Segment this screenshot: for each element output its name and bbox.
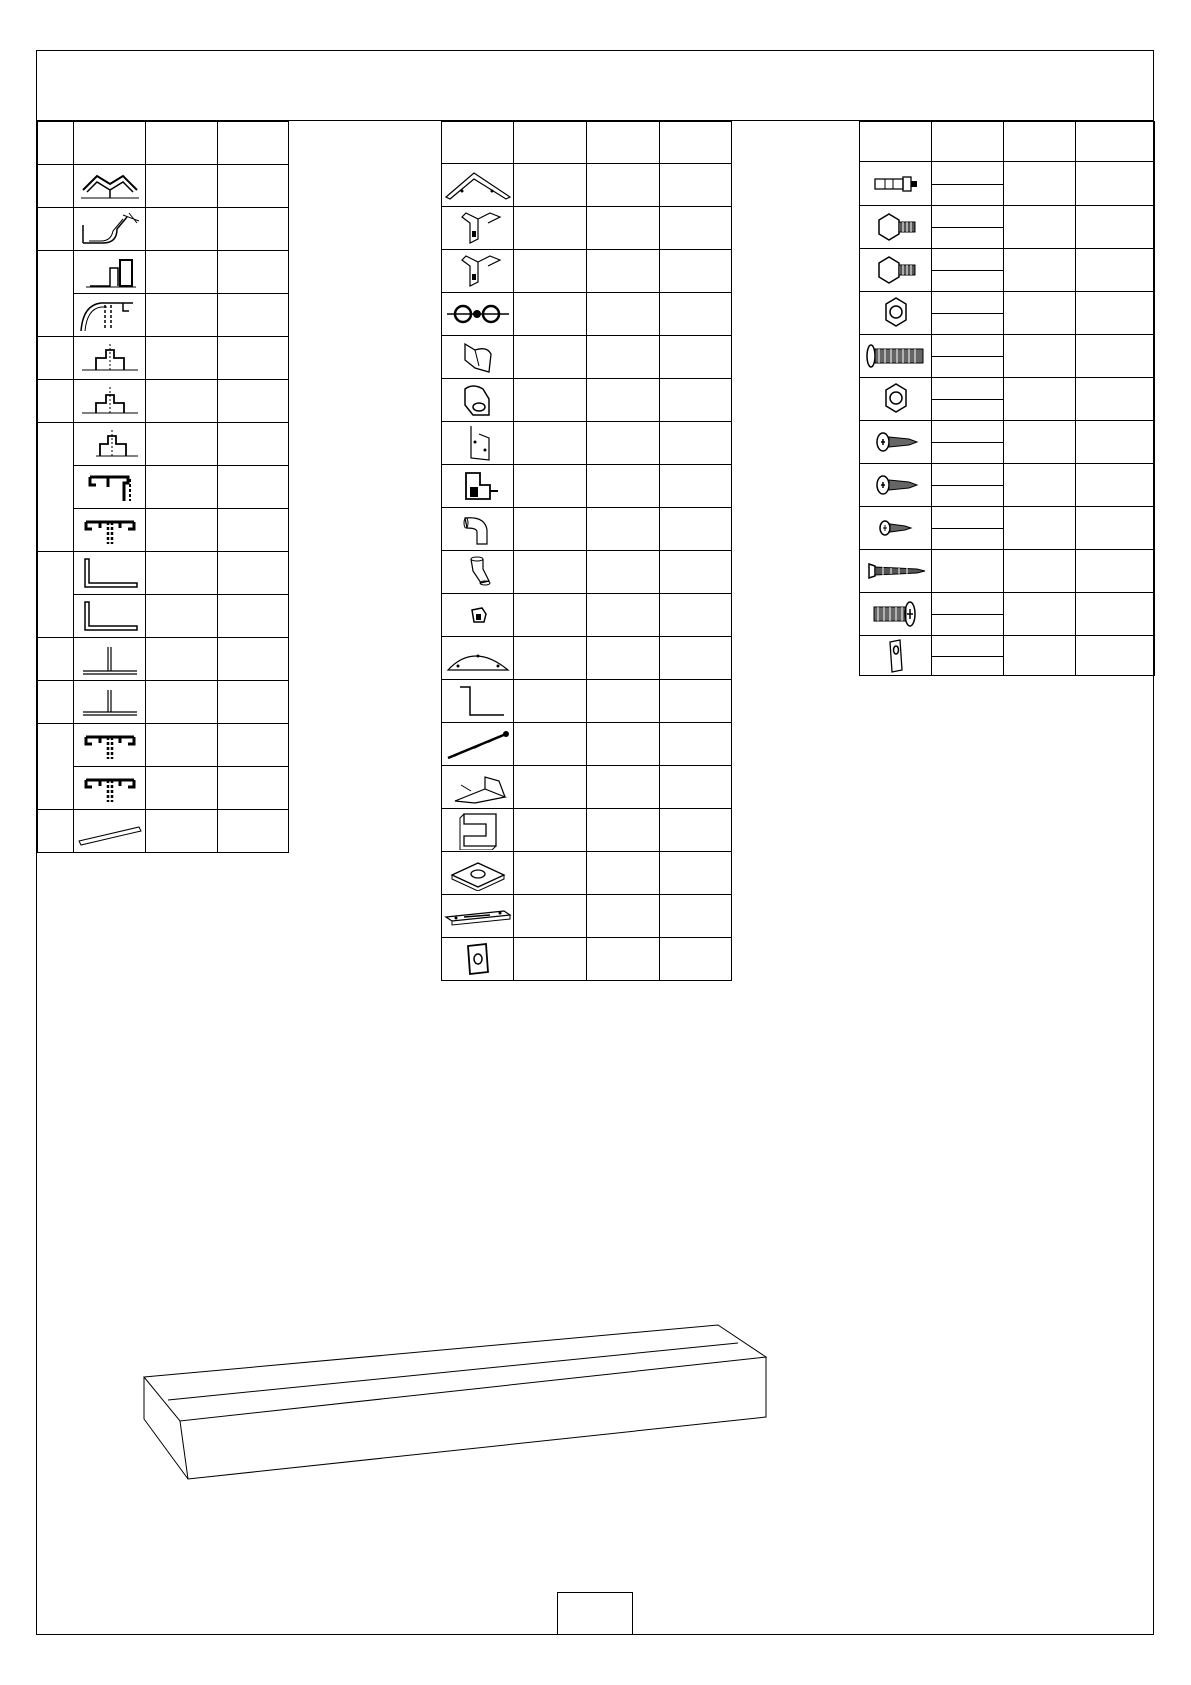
table-row [860, 249, 1155, 292]
page-number-box [557, 1592, 633, 1635]
hex-bolt-icon [860, 206, 932, 249]
part-id [38, 208, 74, 251]
table-row [442, 680, 732, 723]
hanger-bracket-icon [442, 207, 514, 250]
table-row [442, 895, 732, 938]
table-row [38, 165, 289, 208]
part-length [146, 724, 218, 767]
header-band [36, 50, 1154, 121]
wall-profile-icon [74, 251, 146, 294]
size-cell [932, 464, 1004, 507]
table-row [38, 294, 289, 337]
part-length [146, 466, 218, 509]
end-profile-icon [74, 466, 146, 509]
size-cell [932, 162, 1004, 206]
hex-nut-icon [860, 292, 932, 335]
part-length [146, 165, 218, 208]
offset-pipe-icon [442, 551, 514, 594]
part-qty [218, 208, 289, 251]
part-length [146, 767, 218, 810]
l-hook-icon [442, 680, 514, 723]
table-row [38, 509, 289, 552]
pan-head-screw-icon [860, 464, 932, 507]
header-cell-length [146, 122, 218, 165]
gutter-outlet-icon [442, 379, 514, 422]
part-id [38, 681, 74, 724]
part-qty [218, 724, 289, 767]
part-qty [218, 595, 289, 638]
top-cap-profile-icon [74, 767, 146, 810]
table-row [38, 423, 289, 466]
hex-bolt-icon [860, 249, 932, 292]
header-cell-part [442, 122, 514, 164]
part-length [146, 509, 218, 552]
table-row [442, 551, 732, 594]
long-screw-icon [860, 335, 932, 378]
table-row [442, 164, 732, 207]
table-row [860, 162, 1155, 206]
part-qty [218, 294, 289, 337]
table-row [38, 552, 289, 595]
table-row [442, 766, 732, 809]
part-id [38, 337, 74, 380]
table-row [38, 466, 289, 509]
table-row [442, 938, 732, 981]
wall-bracket-icon [442, 422, 514, 465]
part-qty [218, 767, 289, 810]
header-cell-b [1076, 122, 1155, 162]
part-qty [218, 423, 289, 466]
part-id [38, 552, 74, 638]
part-id [38, 380, 74, 423]
table-row [860, 378, 1155, 421]
wall-plug-icon [860, 593, 932, 636]
header-cell-qty [218, 122, 289, 165]
part-length [146, 337, 218, 380]
square-plate-icon [442, 938, 514, 981]
table-row [860, 550, 1155, 593]
size-cell [932, 593, 1004, 636]
elbow-pipe-icon [442, 508, 514, 551]
header-cell-no [38, 122, 74, 165]
slot-washer-icon [860, 636, 932, 676]
part-length [146, 595, 218, 638]
size-cell [932, 378, 1004, 421]
table-row [442, 422, 732, 465]
table-header-row [442, 122, 732, 164]
rod-with-plate-icon [442, 723, 514, 766]
small-screw-icon [860, 507, 932, 550]
hex-nut-icon [860, 378, 932, 421]
top-cap-profile-icon [74, 724, 146, 767]
table-row [860, 636, 1155, 676]
part-length [146, 423, 218, 466]
part-length [146, 251, 218, 294]
part-id [38, 638, 74, 681]
table-row [860, 507, 1155, 550]
table-row [38, 810, 289, 853]
part-id [38, 165, 74, 208]
package-box-icon [130, 1315, 770, 1485]
size-cell [932, 335, 1004, 378]
part-qty [218, 509, 289, 552]
size-cell [932, 292, 1004, 335]
table-row [860, 464, 1155, 507]
header-cell-a [514, 122, 587, 164]
countersunk-screw-icon [860, 550, 932, 593]
accessories-table [441, 121, 732, 981]
table-row [442, 293, 732, 336]
table-row [38, 767, 289, 810]
table-row [442, 250, 732, 293]
clamp-bracket-icon [442, 465, 514, 508]
anchor-bolt-icon [860, 162, 932, 206]
part-qty [218, 251, 289, 294]
table-row [38, 380, 289, 423]
fasteners-table [859, 121, 1155, 676]
table-row [860, 206, 1155, 249]
table-row [38, 337, 289, 380]
part-id [38, 724, 74, 810]
table-row [442, 637, 732, 680]
size-cell [932, 507, 1004, 550]
part-length [146, 294, 218, 337]
part-id [38, 810, 74, 853]
clip-profile-icon [74, 294, 146, 337]
gutter-end-cap-icon [442, 336, 514, 379]
u-channel-icon [442, 809, 514, 852]
glazing-bar-icon [74, 423, 146, 466]
chain-connector-icon [442, 293, 514, 336]
table-row [38, 724, 289, 767]
header-cell-c [660, 122, 732, 164]
washer-plate-icon [442, 852, 514, 895]
table-row [442, 508, 732, 551]
part-length [146, 208, 218, 251]
part-length [146, 681, 218, 724]
rod-icon [74, 810, 146, 853]
table-row [38, 208, 289, 251]
part-qty [218, 337, 289, 380]
t-profile-icon [74, 681, 146, 724]
profiles-table [37, 121, 289, 853]
part-length [146, 552, 218, 595]
table-row [38, 251, 289, 294]
size-cell [932, 206, 1004, 249]
angle-profile-icon [74, 552, 146, 595]
table-row [442, 809, 732, 852]
table-row [38, 681, 289, 724]
small-clip-icon [442, 594, 514, 637]
part-length [146, 380, 218, 423]
pan-head-screw-icon [860, 421, 932, 464]
part-qty [218, 165, 289, 208]
t-profile-icon [74, 638, 146, 681]
glazing-bar-icon [74, 337, 146, 380]
table-row [442, 723, 732, 766]
angle-bracket-icon [442, 766, 514, 809]
table-header-row [860, 122, 1155, 162]
table-row [860, 292, 1155, 335]
table-row [860, 335, 1155, 378]
header-cell-b [587, 122, 660, 164]
table-row [442, 465, 732, 508]
table-row [860, 593, 1155, 636]
part-qty [218, 466, 289, 509]
part-qty [218, 810, 289, 853]
header-cell-part [860, 122, 932, 162]
table-header-row [38, 122, 289, 165]
glazing-bar-icon [74, 380, 146, 423]
angle-profile-icon [74, 595, 146, 638]
table-row [442, 336, 732, 379]
part-length [146, 638, 218, 681]
table-row [442, 207, 732, 250]
size-cell [932, 550, 1004, 593]
part-length [146, 810, 218, 853]
header-cell-part [74, 122, 146, 165]
table-row [442, 594, 732, 637]
part-id [38, 423, 74, 552]
corner-profile-icon [74, 165, 146, 208]
table-row [860, 421, 1155, 464]
part-id [38, 251, 74, 337]
table-row [442, 852, 732, 895]
flat-strip-icon [442, 895, 514, 938]
table-row [38, 595, 289, 638]
part-qty [218, 638, 289, 681]
header-cell-size [932, 122, 1004, 162]
table-row [38, 638, 289, 681]
size-cell [932, 249, 1004, 292]
size-cell [932, 636, 1004, 676]
hanger-bracket-icon [442, 250, 514, 293]
ridge-bracket-icon [442, 164, 514, 207]
part-qty [218, 552, 289, 595]
gutter-corner-icon [74, 208, 146, 251]
triangle-plate-icon [442, 637, 514, 680]
part-qty [218, 380, 289, 423]
table-row [442, 379, 732, 422]
part-qty [218, 681, 289, 724]
header-cell-a [1004, 122, 1076, 162]
top-cap-profile-icon [74, 509, 146, 552]
size-cell [932, 421, 1004, 464]
